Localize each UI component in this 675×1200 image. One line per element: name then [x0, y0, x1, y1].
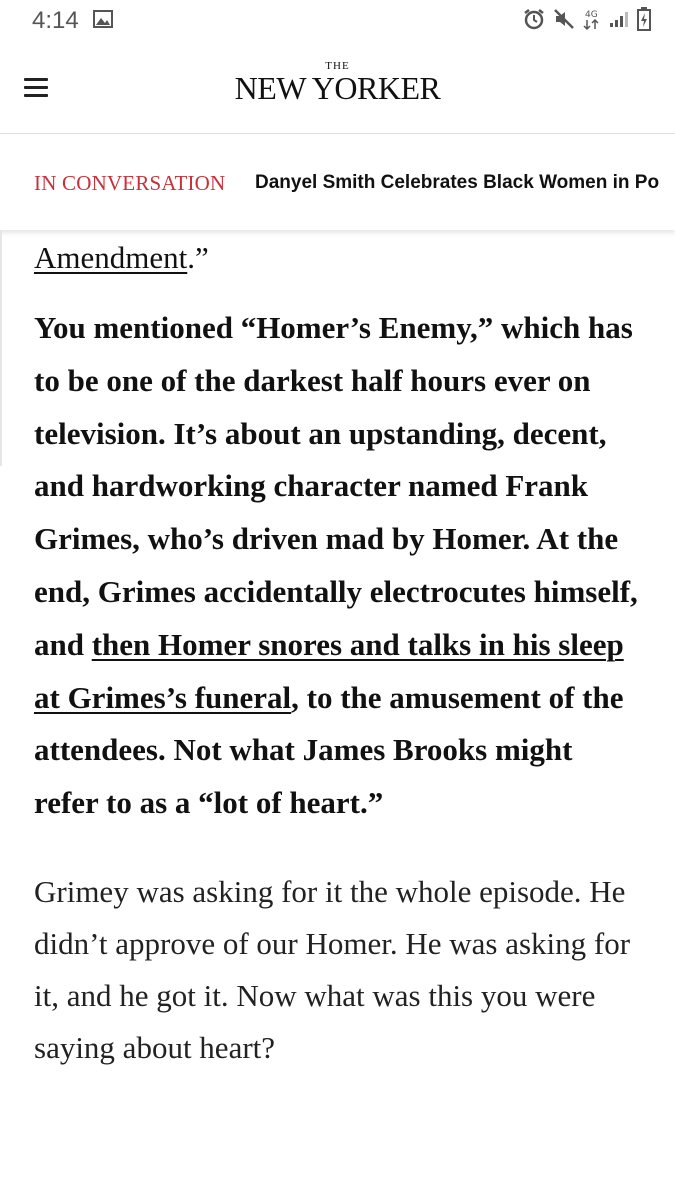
amendment-link[interactable]: Amendment: [34, 240, 188, 275]
image-icon: [93, 10, 113, 33]
rubric-label[interactable]: IN CONVERSATION: [34, 171, 226, 195]
alarm-icon: [523, 8, 545, 35]
paragraph-end: [34, 232, 644, 284]
battery-icon: [637, 7, 651, 36]
logo-the: THE: [325, 60, 350, 72]
signal-icon: [609, 10, 629, 33]
status-time: 4:14: [32, 7, 79, 34]
scroll-indicator: [0, 230, 2, 466]
publication-logo[interactable]: [0, 60, 675, 104]
logo-name: NEW YORKER: [234, 70, 441, 106]
question-text-2: , to the amusement of the attendees. Not what James Brooks might refer to as a “lot of heart.”: [34, 679, 624, 821]
svg-text:4G: 4G: [585, 9, 598, 20]
app-header: [0, 42, 675, 134]
strip-headline[interactable]: Danyel Smith Celebrates Black Women in Po: [255, 172, 660, 193]
mute-icon: [553, 8, 575, 35]
status-left: [32, 7, 113, 35]
interview-answer: Grimey was asking for it the whole episode. He didn’t approve of our Homer. He was asking for it, and he got it. Now what was this you were saying about heart?: [34, 873, 631, 1065]
question-text-1: You mentioned “Homer’s Enemy,” which has to be one of the darkest half hours ever on television. It’s about an upstanding, decent, and hardworking character named Frank Grimes, who’s driven mad by Homer. At the end, Grimes accidentally electrocutes himself, and: [34, 310, 638, 662]
data-4g-icon: [583, 7, 601, 36]
article-strip[interactable]: [0, 134, 675, 230]
interview-question: [34, 302, 644, 830]
status-right: [523, 7, 651, 36]
article-body: [34, 232, 644, 1074]
funeral-link[interactable]: then Homer snores and talks in his sleep at Grimes’s funeral: [34, 626, 624, 715]
status-bar: [0, 0, 675, 42]
paragraph-end-tail: .”: [187, 240, 209, 275]
